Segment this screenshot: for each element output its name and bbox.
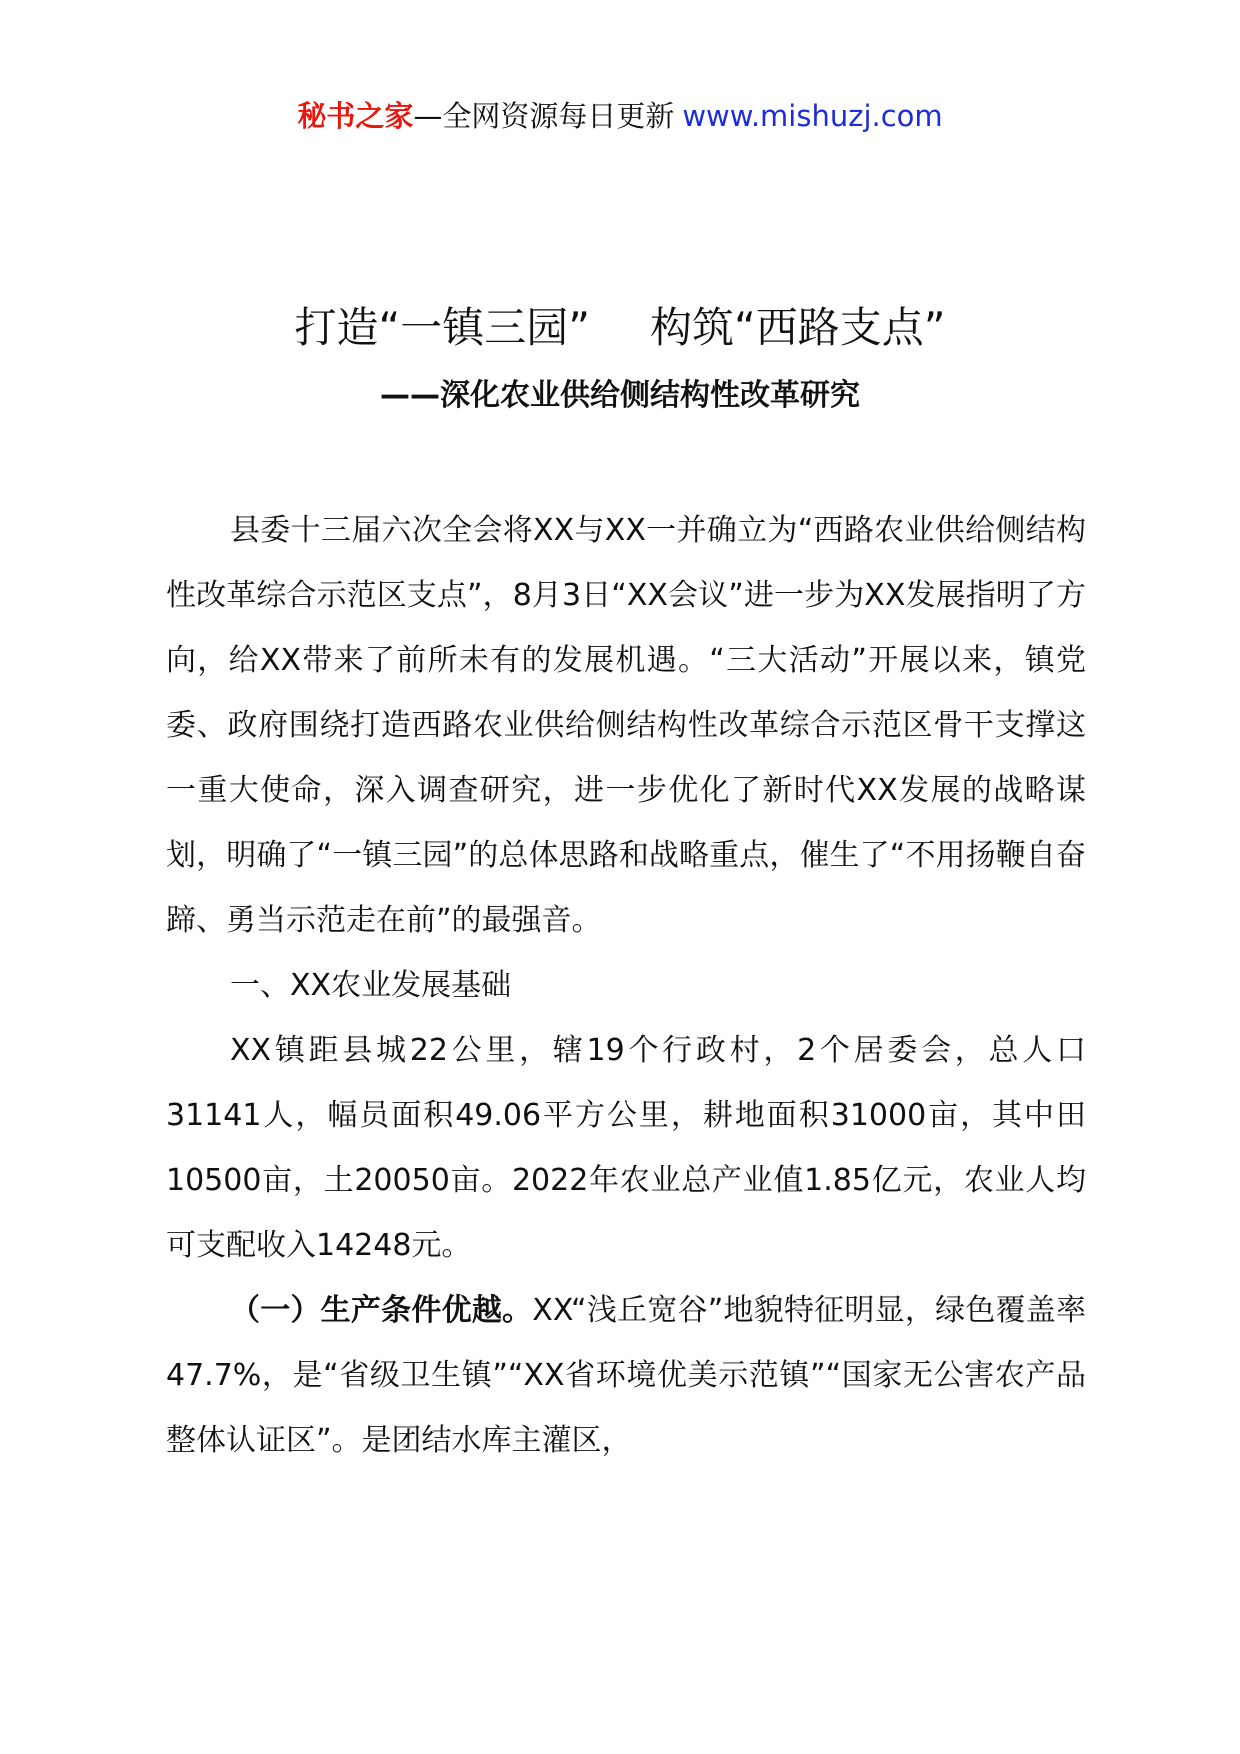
section-1-paragraph: XX镇距县城22公里，辖19个行政村，2个居委会，总人口31141人，幅员面积49.06平方公里，耕地面积31000亩，其中田10500亩，土20050亩。2022年农业总产业值1.85亿元，农业人均可支配收入14248元。 <box>166 1033 1086 1263</box>
subsection-1-paragraph <box>166 1278 1086 1473</box>
site-tagline: —全网资源每日更新 <box>413 99 675 133</box>
title-part-1: 打造“一镇三园” <box>294 303 590 352</box>
site-header <box>0 96 1240 136</box>
document-title <box>0 300 1240 356</box>
document-body <box>166 498 1086 1473</box>
subsection-1-text: XX“浅丘宽谷”地貌特征明显，绿色覆盖率47.7%，是“省级卫生镇”“XX省环境优美示范镇”“国家无公害农产品整体认证区”。是团结水库主灌区， <box>166 1293 1087 1458</box>
section-1-heading: 一、XX农业发展基础 <box>230 968 512 1003</box>
subsection-1-heading: （一）生产条件优越。 <box>230 1293 533 1328</box>
site-url-link[interactable]: www.mishuzj.com <box>682 99 943 133</box>
site-brand: 秘书之家 <box>297 99 414 133</box>
title-part-2: 构筑“西路支点” <box>650 303 946 352</box>
document-subtitle: ——深化农业供给侧结构性改革研究 <box>380 378 860 413</box>
intro-paragraph: 县委十三届六次全会将XX与XX一并确立为“西路农业供给侧结构性改革综合示范区支点”，8月3日“XX会议”进一步为XX发展指明了方向，给XX带来了前所未有的发展机遇。“三大活动”开展以来，镇党委、政府围绕打造西路农业供给侧结构性改革综合示范区骨干支撑这一重大使命，深入调查研究，进一步优化了新时代XX发展的战略谋划，明确了“一镇三园”的总体思路和战略重点，催生了“不用扬鞭自奋蹄、勇当示范走在前”的最强音。 <box>166 513 1086 938</box>
